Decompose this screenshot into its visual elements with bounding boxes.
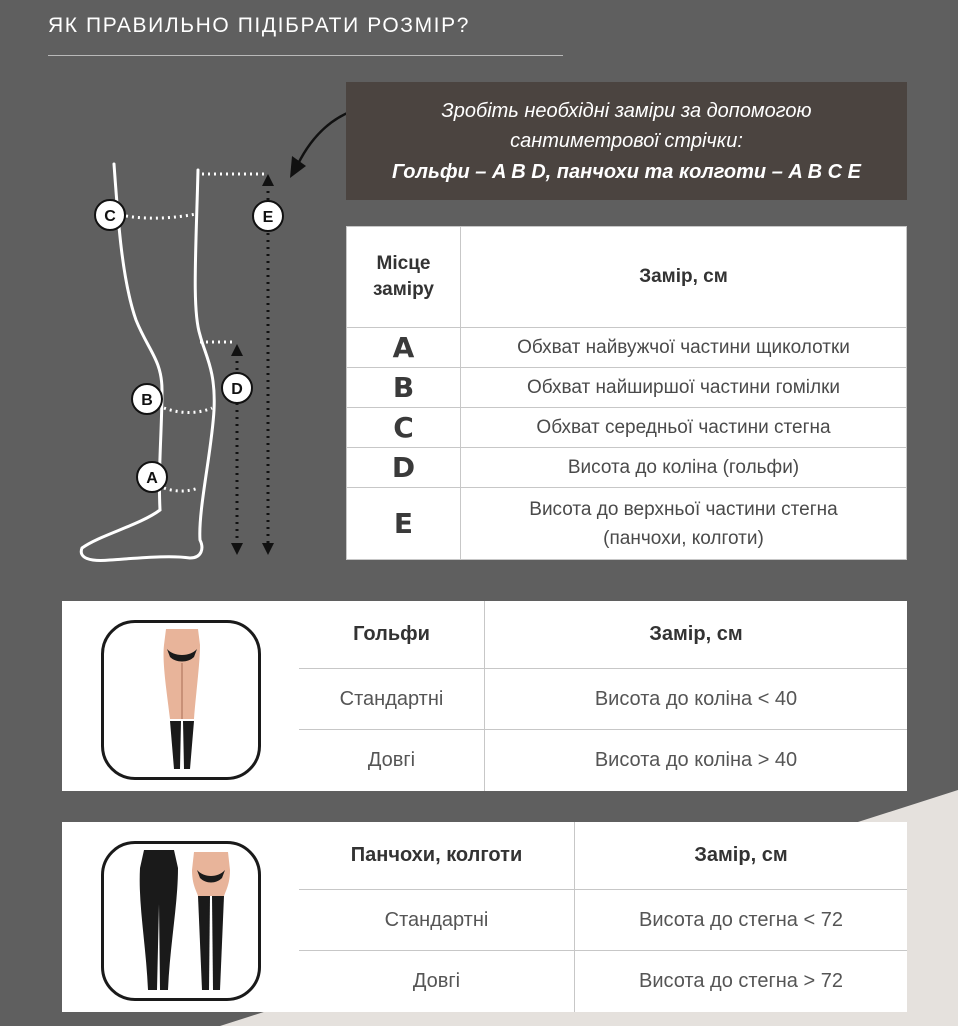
knee-socks-legs-icon [104, 623, 258, 777]
instruction-line-2: сантиметрової стрічки: [510, 130, 743, 152]
table-row [299, 951, 907, 1012]
row-type: Стандартні [299, 890, 575, 951]
instruction-line-1: Зробіть необхідні заміри за допомогою [441, 100, 812, 122]
row-type: Стандартні [299, 669, 485, 730]
row-letter: E [347, 488, 461, 560]
marker-c-label: C [104, 208, 116, 225]
instruction-line-3: Гольфи – A B D, панчохи та колготи – A B C E [392, 161, 861, 183]
measurement-table [346, 226, 907, 560]
row-value: Висота до стегна < 72 [575, 890, 908, 951]
row-type: Довгі [299, 730, 485, 791]
table-row [347, 408, 907, 448]
row-value: Висота до коліна > 40 [485, 730, 908, 791]
golf-table [299, 601, 907, 791]
marker-b-label: B [141, 392, 153, 409]
marker-e-label: E [262, 209, 274, 226]
title-divider [48, 55, 563, 56]
row-description: Обхват найширшої частини гомілки [461, 368, 907, 408]
header-value: Замір, см [575, 822, 908, 890]
header-value: Замір, см [461, 227, 907, 328]
table-row [347, 488, 907, 560]
row-letter: A [347, 328, 461, 368]
header-place: Місце заміру [347, 227, 461, 328]
marker-a-label: A [146, 470, 158, 487]
header-value: Замір, см [485, 601, 908, 669]
instruction-box [346, 82, 907, 200]
row-type: Довгі [299, 951, 575, 1012]
golf-size-panel [62, 601, 907, 791]
row-value: Висота до стегна > 72 [575, 951, 908, 1012]
header-type: Гольфи [299, 601, 485, 669]
leg-measurement-diagram [70, 150, 310, 570]
table-row [347, 328, 907, 368]
marker-d-label: D [231, 381, 243, 398]
row-description: Обхват середньої частини стегна [461, 408, 907, 448]
row-letter: B [347, 368, 461, 408]
row-letter: C [347, 408, 461, 448]
row-value: Висота до коліна < 40 [485, 669, 908, 730]
row-letter: D [347, 448, 461, 488]
page-title: ЯК ПРАВИЛЬНО ПІДІБРАТИ РОЗМІР? [48, 14, 471, 37]
table-row [299, 669, 907, 730]
golf-illustration [101, 620, 261, 780]
header-type: Панчохи, колготи [299, 822, 575, 890]
measurement-table-header [347, 227, 907, 328]
table-row [347, 448, 907, 488]
stockings-table-header [299, 822, 907, 890]
row-description: Обхват найвужчої частини щиколотки [461, 328, 907, 368]
tights-and-stockings-legs-icon [104, 844, 258, 998]
table-row [299, 730, 907, 791]
golf-table-header [299, 601, 907, 669]
table-row [299, 890, 907, 951]
table-row [347, 368, 907, 408]
stockings-size-panel [62, 822, 907, 1012]
row-description: Висота до верхньої частини стегна (панчохи, колготи) [461, 488, 907, 560]
stockings-illustration [101, 841, 261, 1001]
row-description: Висота до коліна (гольфи) [461, 448, 907, 488]
stockings-table [299, 822, 907, 1012]
